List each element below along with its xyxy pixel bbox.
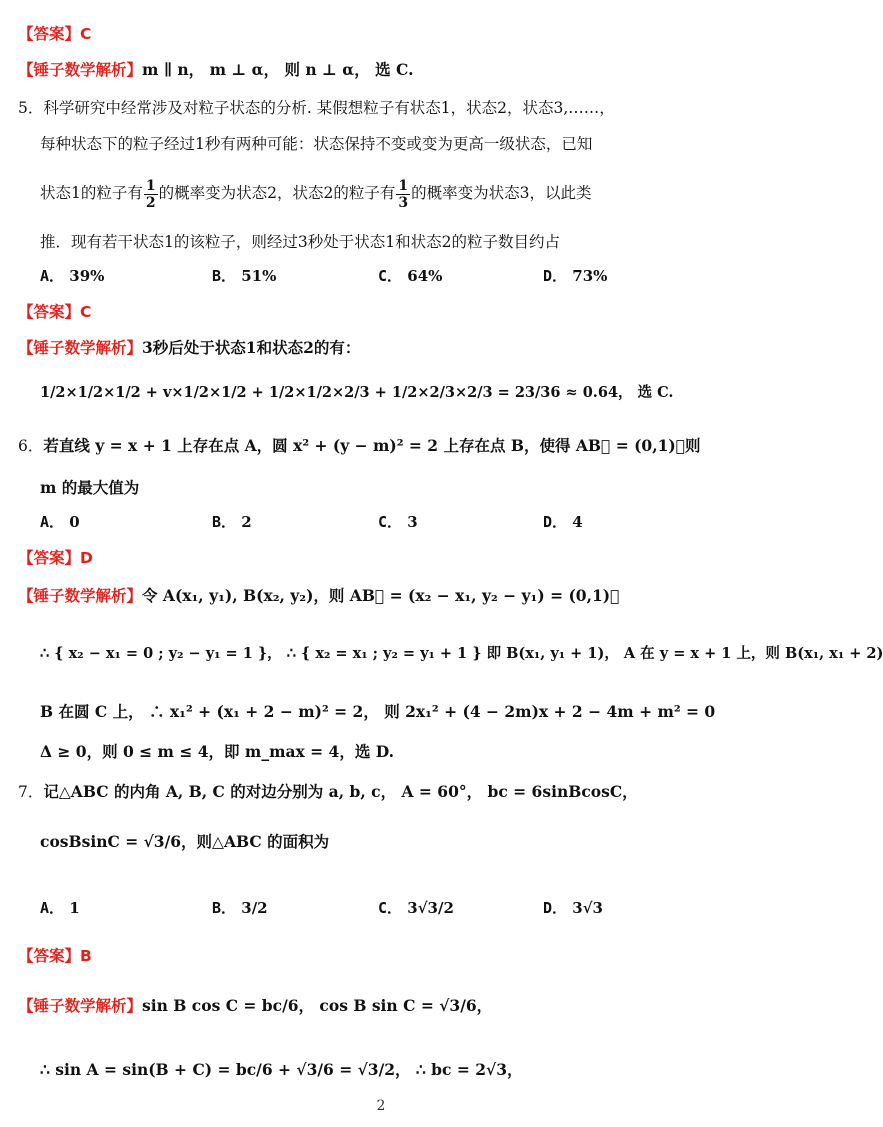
analysis-line: B 在圆 C 上， ∴ x₁² + (x₁ + 2 − m)² = 2， 则 2x₁² + (4 − 2m)x + 2 − 4m + m² = 0 — [40, 702, 716, 721]
analysis-label: 【锤子数学解析】 — [18, 61, 143, 79]
question-number: 5． — [18, 99, 44, 117]
answer-value: C — [80, 303, 92, 321]
option-b: B． 3/2 — [212, 899, 268, 917]
option-a: A． 39% — [40, 267, 105, 285]
question-7-line-2: cosBsinC = √3/6，则△ABC 的面积为 — [40, 832, 330, 851]
answer-line: 【答案】C — [18, 303, 92, 321]
fraction-one-third: $\frac{1}{3}$ — [398, 177, 409, 211]
answer-line: 【答案】D — [18, 549, 93, 567]
question-5-line-3: 状态1的粒子有 $\frac{1}{2}$ 的概率变为状态2，状态2的粒子有 $\frac{1}{3}$ 的概率变为状态3，以此类 — [40, 177, 592, 211]
option-b: B． 51% — [212, 267, 277, 285]
analysis-equation: 1/2×1/2×1/2 + v×1/2×1/2 + 1/2×1/2×2/3 + 1/2×2/3×2/3 = 23/36 ≈ 0.64， 选 C. — [40, 384, 674, 401]
option-b: B． 2 — [212, 513, 252, 531]
option-c: C． 3 — [378, 513, 418, 531]
fraction-one-half: $\frac{1}{2}$ — [145, 177, 156, 211]
answer-value: C — [80, 25, 92, 43]
question-number: 7． — [18, 783, 44, 801]
option-d: D． 73% — [543, 267, 608, 285]
analysis-line: ∴ sin A = sin(B + C) = bc/6 + √3/6 = √3/2， ∴ bc = 2√3， — [40, 1060, 523, 1079]
question-5-line-4: 推．现有若干状态1的该粒子，则经过3秒处于状态1和状态2的粒子数目约占 — [40, 233, 560, 251]
option-d: D． 4 — [543, 513, 583, 531]
analysis-line: Δ ≥ 0，则 0 ≤ m ≤ 4，即 m_max = 4，选 D. — [40, 742, 394, 761]
analysis-system: ∴ { x₂ − x₁ = 0 ; y₂ − y₁ = 1 }， ∴ { x₂ = x₁ ; y₂ = y₁ + 1 } 即 B(x₁, y₁ + 1)， A 在 y = x + 1 上，则 B(x₁, x₁ + 2) — [40, 645, 883, 662]
answer-line — [18, 24, 91, 44]
option-c: C． 3√3/2 — [378, 899, 454, 917]
question-6-line-2: m 的最大值为 — [40, 478, 140, 497]
page-number: 2 — [376, 1098, 386, 1114]
question-5-line-1: 5．科学研究中经常涉及对粒子状态的分析. 某假想粒子有状态1，状态2，状态3,……， — [18, 99, 615, 117]
question-number: 6． — [18, 437, 44, 455]
analysis-line — [18, 60, 414, 80]
option-d: D． 3√3 — [543, 899, 603, 917]
question-6-line-1: 6．若直线 y = x + 1 上存在点 A，圆 x² + (y − m)² = 2 上存在点 B，使得 AB⃗ = (0,1)，则 — [18, 436, 701, 455]
question-5-line-2: 每种状态下的粒子经过1秒有两种可能：状态保持不变或变为更高一级状态，已知 — [40, 135, 593, 153]
analysis-line: 【锤子数学解析】sin B cos C = bc/6， cos B sin C = √3/6， — [18, 996, 493, 1015]
option-a: A． 1 — [40, 899, 80, 917]
option-c: C． 64% — [378, 267, 443, 285]
analysis-line: 【锤子数学解析】3秒后处于状态1和状态2的有： — [18, 338, 361, 357]
option-a: A． 0 — [40, 513, 80, 531]
analysis-text: m ∥ n， m ⊥ α， 则 n ⊥ α， 选 C. — [142, 60, 414, 79]
answer-label: 【答案】 — [18, 25, 81, 43]
answer-value: B — [80, 947, 92, 965]
analysis-line: 【锤子数学解析】令 A(x₁, y₁), B(x₂, y₂)，则 AB⃗ = (x₂ − x₁, y₂ − y₁) = (0,1)， — [18, 586, 620, 605]
question-7-line-1: 7．记△ABC 的内角 A, B, C 的对边分别为 a, b, c， A = 60°， bc = 6sinBcosC， — [18, 782, 638, 801]
answer-line: 【答案】B — [18, 947, 92, 965]
answer-value: D — [80, 549, 93, 567]
